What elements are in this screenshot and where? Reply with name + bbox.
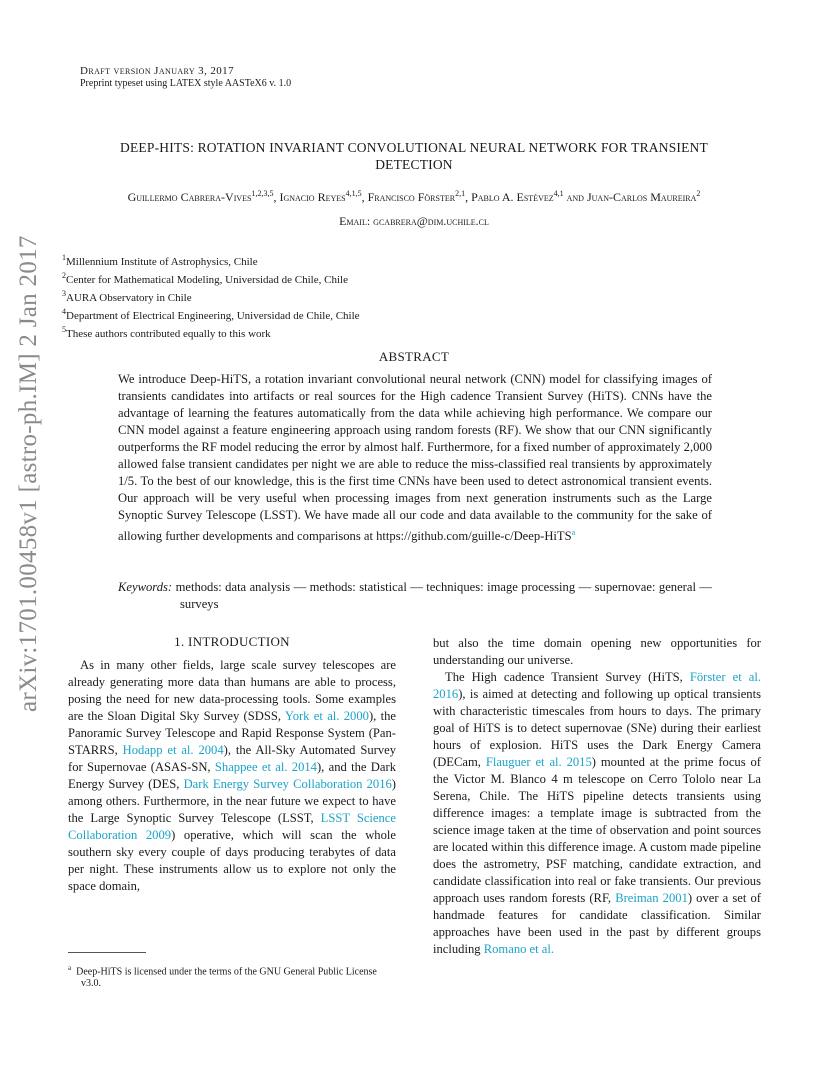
arxiv-identifier-stamp: arXiv:1701.00458v1 [astro-ph.IM] 2 Jan 2017: [15, 235, 42, 712]
affiliation-text: Millennium Institute of Astrophysics, Chile: [66, 256, 258, 268]
affiliation-text: Center for Mathematical Modeling, Universidad de Chile, Chile: [66, 274, 348, 286]
intro-right-paragraph-1: but also the time domain opening new opportunities for understanding our universe.: [433, 636, 761, 667]
affiliation-number: 4: [62, 307, 66, 316]
affiliation-number: 2: [62, 271, 66, 280]
author-affiliation-mark: 2,1: [455, 189, 466, 198]
affiliation-text: Department of Electrical Engineering, Universidad de Chile, Chile: [66, 310, 360, 322]
intro-left-column: As in many other fields, large scale survey telescopes are already generating more data than humans are able to process, posing the need for new data-processing tools. Some examples are the Sloan Digital Sky Survey (SDSS, York et al. 2000), the Panoramic Survey Telescope and Rapid Response System (Pan-STARRS, Hodapp et al. 2004), the All-Sky Automated Survey for Supernovae (ASAS-SN, Shappee et al. 2014), and the Dark Energy Survey (DES, Dark Energy Survey Collaboration 2016) among others. Furthermore, in the near future we expect to have the Large Synoptic Survey Telescope (LSST, LSST Science Collaboration 2009) operative, which will scan the whole southern sky every couple of days producing terabytes of data per night. These instruments allow us to explore not only the space domain,: [68, 658, 396, 893]
citation-link[interactable]: Hodapp et al. 2004: [122, 743, 224, 757]
keywords-text: methods: data analysis — methods: statistical — techniques: image processing — supernovae: general — surveys: [175, 580, 712, 611]
author-affiliation-mark: 4,1,5: [345, 189, 362, 198]
preprint-line: Preprint typeset using LATEX style AASTeX6 v. 1.0: [80, 78, 292, 89]
author-list: Guillermo Cabrera-Vives$^{1,2,3,5}$, Ignacio Reyes$^{4,1,5}$, Francisco Förster$^{2,1}$, Pablo A. Estévez$^{4,1}$ and Juan-Carlos Maureira$^2$: [127, 189, 701, 204]
footnote-text: Deep-HiTS is licensed under the terms of the GNU General Public License v3.0.: [76, 966, 377, 990]
abstract-text: [118, 371, 712, 545]
contact-email: Email: gcabrera@dim.uchile.cl: [339, 214, 489, 228]
footnote: [68, 962, 396, 990]
citation-link[interactable]: York et al. 2000: [284, 709, 369, 723]
affiliation-text: These authors contributed equally to this work: [66, 328, 271, 340]
author-name: Juan-Carlos Maureira: [586, 190, 697, 204]
citation-link[interactable]: Romano et al.: [483, 942, 555, 956]
affiliation-item: [62, 303, 360, 321]
citation-link[interactable]: Breiman 2001: [615, 891, 688, 905]
keywords-label: Keywords:: [118, 580, 173, 594]
author-name: Guillermo Cabrera-Vives: [127, 190, 252, 204]
citation-link[interactable]: Shappee et al. 2014: [214, 760, 317, 774]
citation-link[interactable]: Flauguer et al. 2015: [485, 755, 592, 769]
affiliation-item: [62, 321, 360, 339]
abstract-heading: ABSTRACT: [378, 349, 450, 364]
abstract-footnote-mark[interactable]: a: [571, 528, 576, 537]
author-affiliation-mark: 2: [696, 189, 701, 198]
citation-link[interactable]: Dark Energy Survey Collaboration 2016: [183, 777, 392, 791]
author-name: Pablo A. Estévez: [471, 190, 554, 204]
abstract-body: We introduce Deep-HiTS, a rotation invariant convolutional neural network (CNN) model for classifying images of transients candidates into artifacts or real sources for the High cadence Transient Survey (HiTS). CNNs have the advantage of learning the features automatically from the data while achieving high performance. We compare our CNN model against a feature engineering approach using random forests (RF). We show that our CNN significantly outperforms the RF model reducing the error by almost half. Furthermore, for a fixed number of approximately 2,000 allowed false transient candidates per night we are able to reduce the miss-classified real transients by approximately 1/5. To the best of our knowledge, this is the first time CNNs have been used to detect astronomical transient events. Our approach will be very useful when processing images from next generation instruments such as the Large Synoptic Survey Telescope (LSST). We have made all our code and data available to the community for the sake of allowing further developments and comparisons at https://github.com/guille-c/Deep-HiTS: [118, 372, 712, 543]
affiliation-item: [62, 267, 360, 285]
affiliation-number: 5: [62, 325, 66, 334]
author-affiliation-mark: 4,1: [553, 189, 564, 198]
citation-link[interactable]: Förster et al. 2016: [433, 670, 761, 701]
author-affiliation-mark: 1,2,3,5: [251, 189, 274, 198]
intro-right-paragraph-2: The High cadence Transient Survey (HiTS, Förster et al. 2016), is aimed at detecting and following up optical transients with characteristic timescales from hours to days. The primary goal of HiTS is to detect supernovae (SNe) during their earliest hours of explosion. HiTS uses the Dark Energy Camera (DECam, Flauguer et al. 2015) mounted at the prime focus of the Victor M. Blanco 4 m telescope on Cerro Tololo near La Serena, Chile. The HiTS pipeline detects transients using difference images: a template image is subtracted from the science image taken at the time of observation and point sources are located within this difference image. A custom made pipeline does the astrometry, PSF matching, candidate extraction, and candidate classification into real or fake transients. Our previous approach uses random forests (RF, Breiman 2001) over a set of handmade features for candidate classification. Similar approaches have been used in the past by different groups including Romano et al.: [433, 670, 761, 956]
affiliation-item: [62, 249, 360, 267]
author-name: Ignacio Reyes: [279, 190, 346, 204]
footnote-mark: a: [68, 964, 72, 972]
citation-link[interactable]: LSST Science Collaboration 2009: [68, 811, 396, 842]
affiliation-number: 1: [62, 253, 66, 262]
section-heading-introduction: 1. INTRODUCTION: [174, 634, 290, 649]
footnote-rule: [68, 952, 146, 953]
affiliation-number: 3: [62, 289, 66, 298]
affiliation-text: AURA Observatory in Chile: [66, 292, 192, 304]
paper-title: DEEP-HITS: ROTATION INVARIANT CONVOLUTIONAL NEURAL NETWORK FOR TRANSIENT DETECTION: [120, 140, 708, 172]
author-name: Francisco Förster: [367, 190, 456, 204]
affiliation-list: [62, 249, 360, 339]
draft-version-line: Draft version January 3, 2017: [80, 65, 234, 77]
affiliation-item: [62, 285, 360, 303]
keywords: [118, 579, 712, 613]
intro-right-column: [433, 635, 761, 958]
